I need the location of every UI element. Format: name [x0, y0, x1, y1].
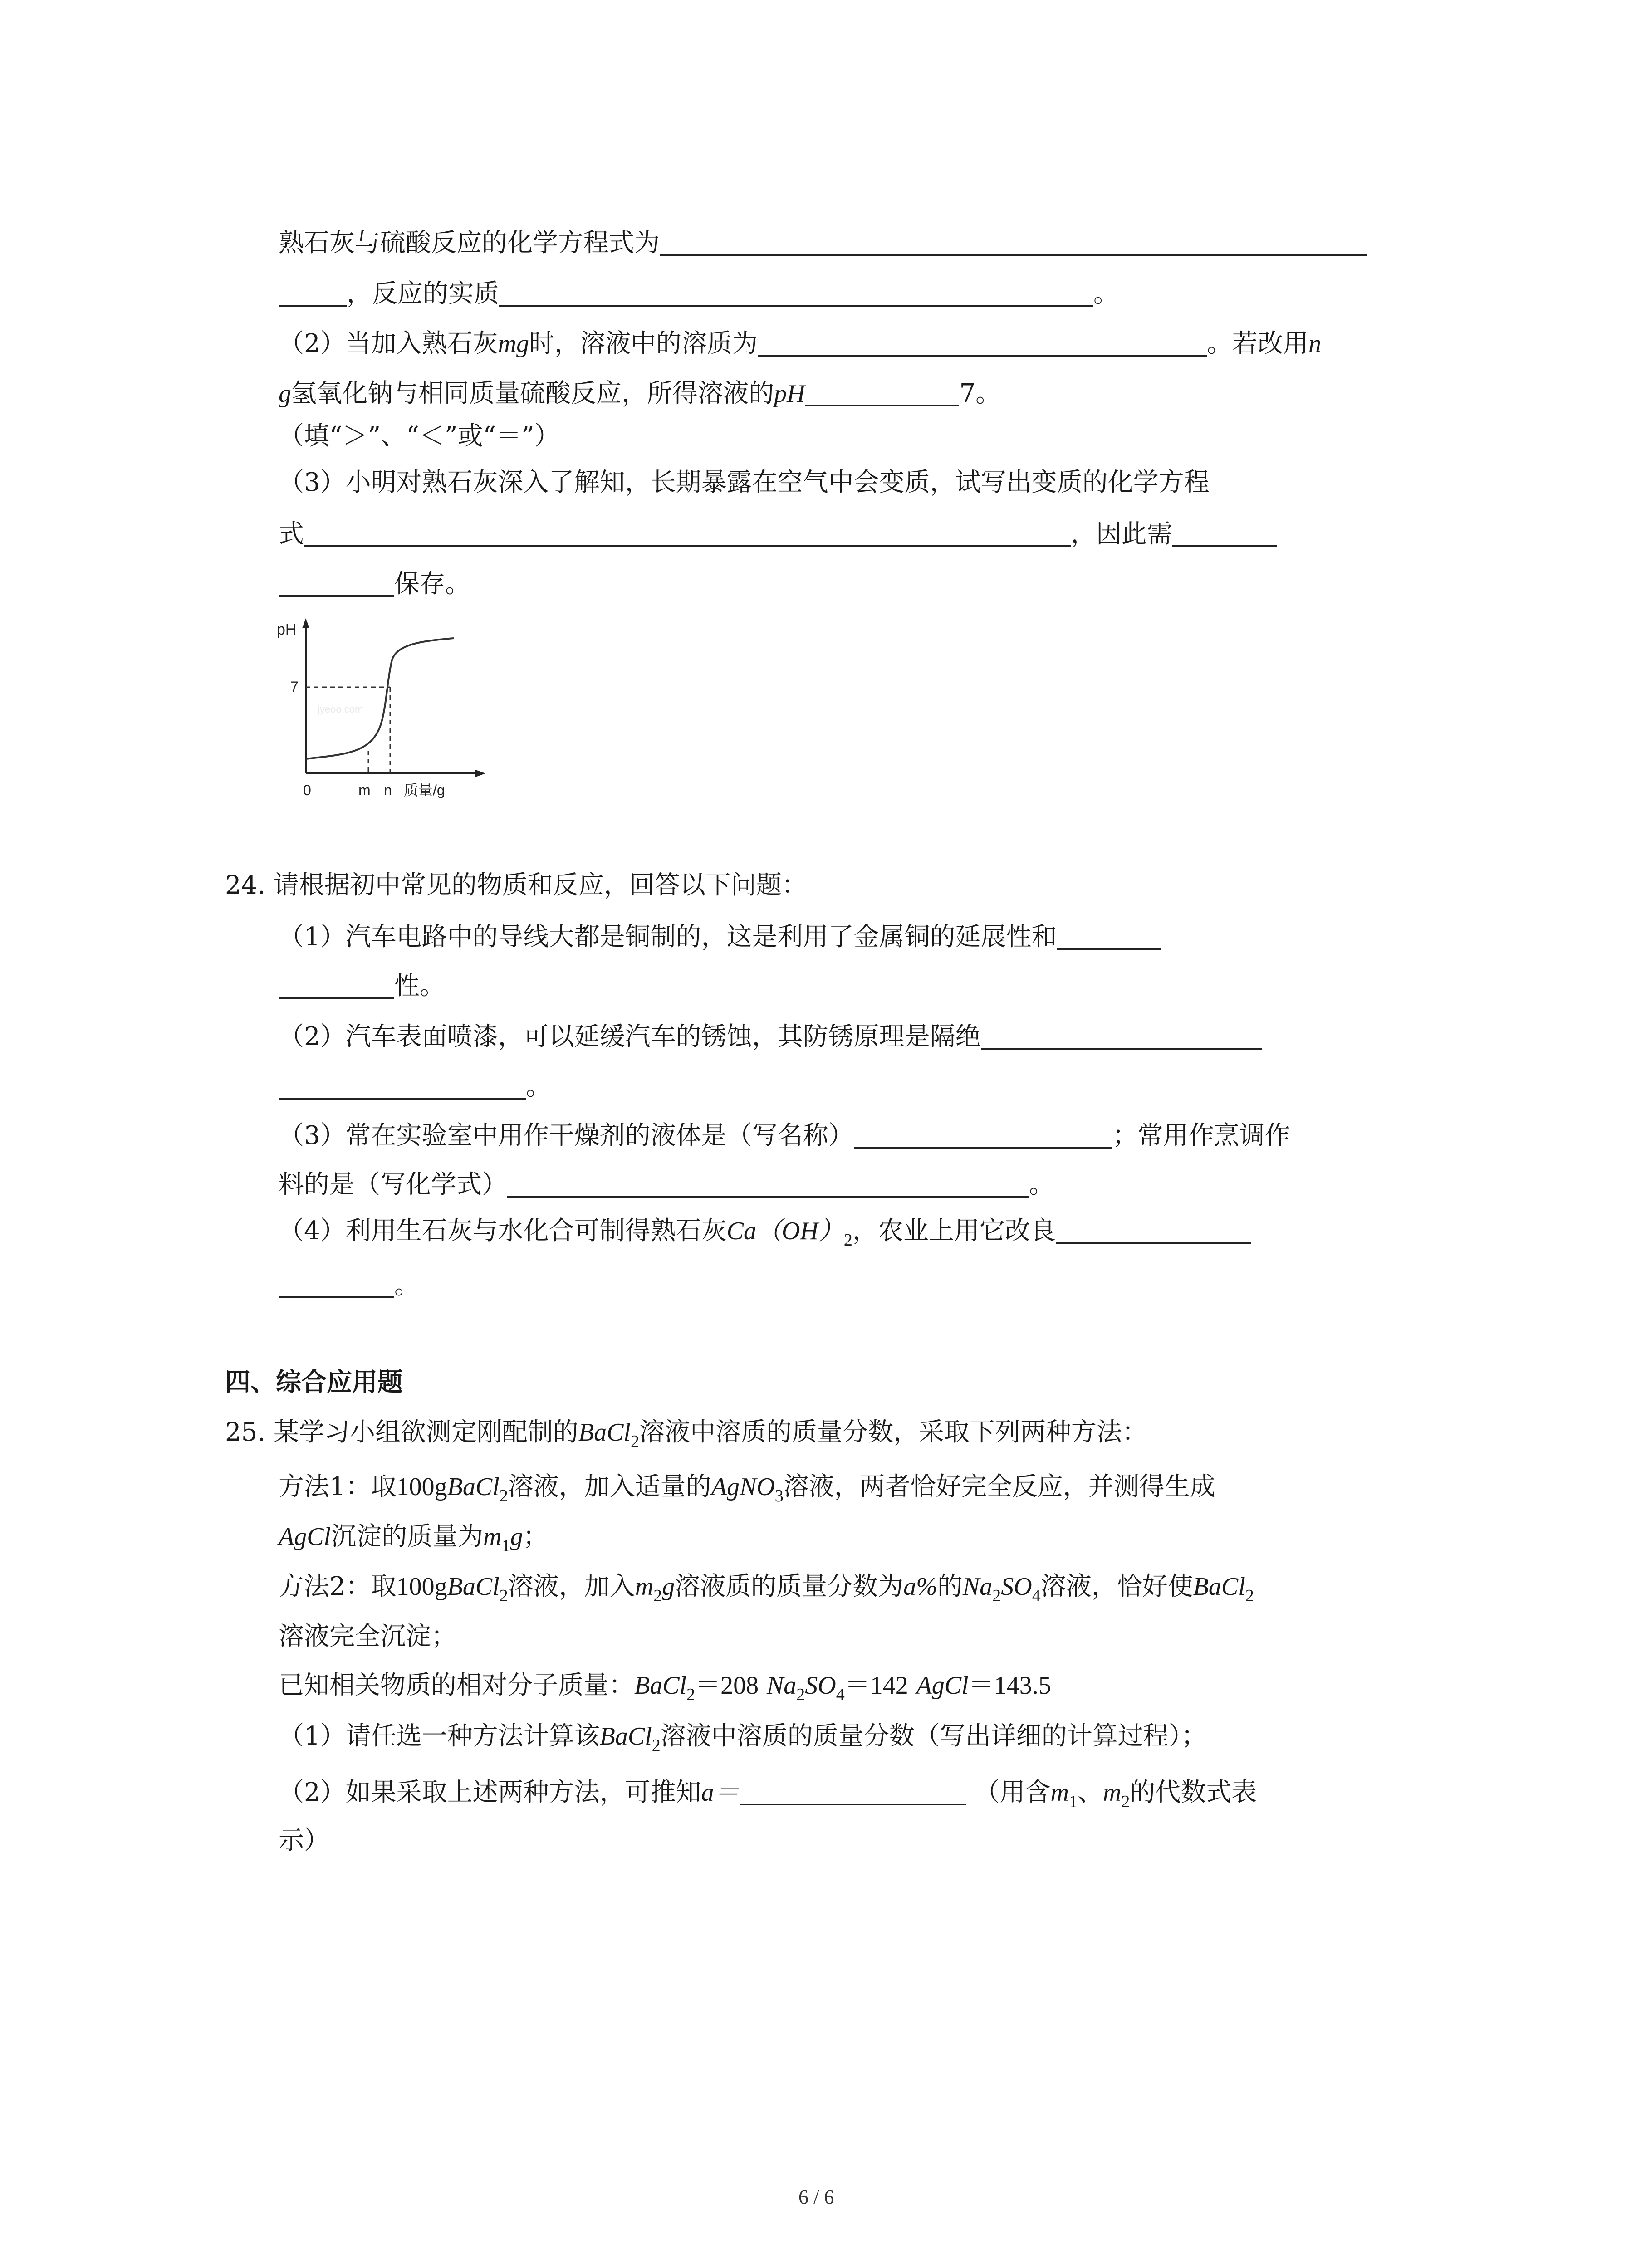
q25-method2-text: 方法2：取	[279, 1572, 397, 1601]
q25-part1-text: 溶液中溶质的质量分数（写出详细的计算过程）；	[660, 1721, 1207, 1751]
answer-blank[interactable]	[854, 1120, 1112, 1149]
math-bacl2: BaCl	[578, 1418, 631, 1447]
math-m1: m	[1050, 1779, 1069, 1807]
watermark: jyeoo.com	[318, 704, 363, 715]
q23-equation-prompt: 熟石灰与硫酸反应的化学方程式为	[279, 228, 660, 258]
math-amount: 100g	[396, 1473, 447, 1501]
page-number: 6 / 6	[798, 2186, 834, 2208]
q23-part2-text: 时，溶液中的溶质为	[529, 329, 758, 358]
origin-label: 0	[303, 782, 311, 798]
y-tick-7: 7	[290, 679, 299, 695]
q25-method1-text: 溶液，两者恰好完全反应，并测得生成	[783, 1472, 1215, 1501]
math-na2so4: SO	[805, 1672, 836, 1700]
mass-value: ＝142	[844, 1672, 908, 1700]
y-axis-label: pH	[277, 621, 297, 638]
q25-method2-text: 溶液完全沉淀；	[279, 1622, 456, 1651]
q25-part2-text: 的代数式表	[1130, 1778, 1257, 1807]
math-caoh2: Ca（OH）	[726, 1217, 844, 1245]
x-tick-n: n	[384, 782, 392, 798]
subscript: 4	[836, 1685, 845, 1704]
math-a-equals: a＝	[701, 1779, 740, 1807]
q23-line-6	[279, 470, 1210, 495]
q23-essence-prompt: ，反应的实质	[347, 279, 499, 308]
answer-blank[interactable]	[499, 279, 1093, 307]
q24-part1-text: （1）汽车电路中的导线大都是铜制的，这是利用了金属铜的延展性和	[279, 922, 1057, 952]
q23-part2-text: （2）当加入熟石灰	[279, 329, 498, 358]
math-agcl: AgCl	[916, 1672, 969, 1700]
math-agno3: AgNO	[711, 1473, 775, 1501]
q24-part4-text: （4）利用生石灰与水化合可制得熟石灰	[279, 1216, 727, 1246]
answer-blank[interactable]	[507, 1169, 1029, 1198]
subscript: 2	[652, 1736, 661, 1755]
answer-blank[interactable]	[660, 228, 1367, 256]
ph-curve	[306, 638, 454, 759]
question-number: 25.	[225, 1418, 266, 1447]
x-axis-arrow	[475, 770, 485, 777]
answer-blank[interactable]	[1056, 1216, 1251, 1244]
q24-part1-text: 性。	[394, 971, 445, 1001]
math-na2so4: Na	[962, 1573, 993, 1601]
q23-fill-hint: （填“＞”、“＜”或“＝”）	[279, 421, 560, 451]
q24-stem	[225, 870, 807, 900]
q25-method1-line1	[279, 1474, 1215, 1505]
q25-stem-text: 某学习小组欲测定刚配制的	[273, 1418, 578, 1447]
math-amount: 100g	[396, 1573, 447, 1601]
subscript: 2	[631, 1432, 639, 1451]
q23-line-5	[279, 421, 560, 451]
subscript: 2	[499, 1586, 508, 1605]
q24-part4-text: ，农业上用它改良	[852, 1216, 1056, 1246]
q25-known-masses	[279, 1673, 1051, 1703]
answer-blank[interactable]	[279, 1270, 394, 1298]
q23-line-2	[279, 279, 1119, 307]
math-na2so4: Na	[766, 1672, 797, 1700]
q23-line-3	[279, 328, 1321, 357]
q23-line-4	[279, 378, 1001, 406]
math-g: g	[279, 380, 291, 408]
q25-method1-text: 溶液，加入适量的	[508, 1472, 711, 1501]
subscript: 2	[1245, 1586, 1254, 1605]
math-m2: m	[1102, 1779, 1122, 1807]
q23-part3-text: ，因此需	[1071, 519, 1172, 549]
period: 。	[1093, 279, 1119, 308]
q23-part2-text: 氢氧化钠与相同质量硫酸反应，所得溶液的	[291, 379, 774, 408]
answer-blank[interactable]	[1172, 519, 1277, 547]
mass-value: ＝208	[695, 1672, 759, 1700]
section-heading: 四、综合应用题	[225, 1368, 403, 1397]
q24-line-6	[279, 1169, 1054, 1198]
subscript: 3	[774, 1486, 784, 1505]
math-g: g	[662, 1573, 675, 1601]
math-mg: mg	[498, 330, 529, 358]
math-bacl2: BaCl	[447, 1573, 500, 1601]
math-bacl2: BaCl	[599, 1722, 652, 1750]
q23-line-1	[279, 228, 1367, 256]
q25-method2-text: 溶液质的质量分数为	[675, 1572, 904, 1601]
subscript: 2	[499, 1486, 508, 1505]
subscript: 2	[653, 1586, 662, 1605]
subscript: 1	[501, 1536, 510, 1555]
answer-blank[interactable]	[279, 971, 394, 999]
subscript: 2	[686, 1685, 696, 1704]
q25-method2-text: 溶液，加入	[508, 1572, 635, 1601]
math-n: n	[1308, 330, 1322, 358]
punctuation: ；	[523, 1522, 549, 1551]
answer-blank[interactable]	[740, 1777, 966, 1805]
q24-line-1	[279, 922, 1161, 950]
q25-part2-text: （用含	[974, 1778, 1051, 1807]
q24-line-4	[279, 1071, 551, 1100]
q23-part2-text: 。若改用	[1207, 329, 1309, 358]
mass-value: ＝143.5	[968, 1672, 1051, 1700]
q25-method2-text: 的	[937, 1572, 963, 1601]
math-bacl2: BaCl	[634, 1672, 687, 1700]
q25-part2-text: 示）	[279, 1826, 329, 1855]
q23-part3-text: 保存。	[394, 569, 470, 599]
q24-line-2	[279, 971, 445, 999]
q25-stem-text: 溶液中溶质的质量分数，采取下列两种方法：	[639, 1418, 1147, 1447]
q23-line-8	[279, 569, 470, 597]
period: 。	[1029, 1170, 1054, 1199]
ph-chart	[268, 610, 504, 801]
subscript: 2	[992, 1586, 1001, 1605]
q25-method1-line2	[279, 1524, 549, 1554]
q24-part3-text: （3）常在实验室中用作干燥剂的液体是（写名称）	[279, 1121, 854, 1150]
period: 。	[394, 1271, 420, 1300]
answer-blank[interactable]	[1057, 922, 1161, 950]
math-a-percent: a%	[903, 1573, 937, 1601]
answer-blank[interactable]	[805, 378, 959, 406]
q25-part1-text: （1）请任选一种方法计算该	[279, 1721, 600, 1751]
math-m1: m	[483, 1523, 502, 1551]
math-bacl2: BaCl	[1193, 1573, 1245, 1601]
q25-method2-line1	[279, 1574, 1254, 1604]
x-tick-m: m	[358, 782, 371, 798]
math-ph: pH	[774, 380, 805, 408]
answer-blank[interactable]	[304, 519, 1071, 547]
subscript: 2	[843, 1231, 852, 1250]
q24-line-7	[279, 1216, 1251, 1249]
math-g: g	[510, 1523, 523, 1551]
answer-blank[interactable]	[279, 279, 347, 307]
q25-stem	[225, 1420, 1147, 1450]
subscript: 2	[796, 1685, 805, 1704]
answer-blank[interactable]	[279, 1071, 526, 1100]
math-m2: m	[635, 1573, 654, 1601]
q23-part3-text: 式	[279, 519, 304, 549]
period: 。	[526, 1072, 551, 1101]
subscript: 1	[1068, 1792, 1078, 1811]
y-axis-arrow	[302, 618, 309, 628]
q25-part2	[279, 1777, 1257, 1810]
q24-part3-text: 料的是（写化学式）	[279, 1170, 507, 1199]
q23-part3-text: （3）小明对熟石灰深入了解知，长期暴露在空气中会变质，试写出变质的化学方程	[279, 468, 1210, 497]
answer-blank[interactable]	[758, 328, 1207, 357]
q24-line-3	[279, 1022, 1262, 1050]
subscript: 4	[1032, 1586, 1041, 1605]
q23-line-7	[279, 519, 1277, 547]
math-bacl2: BaCl	[447, 1473, 500, 1501]
q24-part2-text: （2）汽车表面喷漆，可以延缓汽车的锈蚀，其防锈原理是隔绝	[279, 1022, 981, 1051]
q23-part2-text: 7。	[959, 379, 1001, 408]
q25-part2-cont	[279, 1828, 329, 1853]
q25-method1-text: 沉淀的质量为	[331, 1522, 484, 1551]
punctuation: 、	[1077, 1778, 1103, 1807]
math-na2so4: SO	[1001, 1573, 1032, 1601]
q25-method1-text: 方法1：取	[279, 1472, 397, 1501]
answer-blank[interactable]	[981, 1022, 1262, 1050]
q24-line-5	[279, 1120, 1290, 1149]
math-agcl: AgCl	[279, 1523, 331, 1551]
q25-part1	[279, 1721, 1207, 1755]
question-number: 24.	[225, 870, 266, 900]
q24-line-8	[279, 1270, 420, 1298]
answer-blank[interactable]	[279, 569, 394, 597]
q24-stem-text: 请根据初中常见的物质和反应，回答以下问题：	[273, 870, 807, 900]
x-axis-label: 质量/g	[404, 782, 445, 798]
subscript: 2	[1121, 1792, 1130, 1811]
q24-part3-text: ；常用作烹调作	[1112, 1121, 1290, 1150]
q25-method2-line2	[279, 1624, 456, 1649]
q25-method2-text: 溶液，恰好使	[1040, 1572, 1193, 1601]
q25-part2-text: （2）如果采取上述两种方法，可推知	[279, 1778, 701, 1807]
q25-known-text: 已知相关物质的相对分子质量：	[279, 1671, 634, 1700]
